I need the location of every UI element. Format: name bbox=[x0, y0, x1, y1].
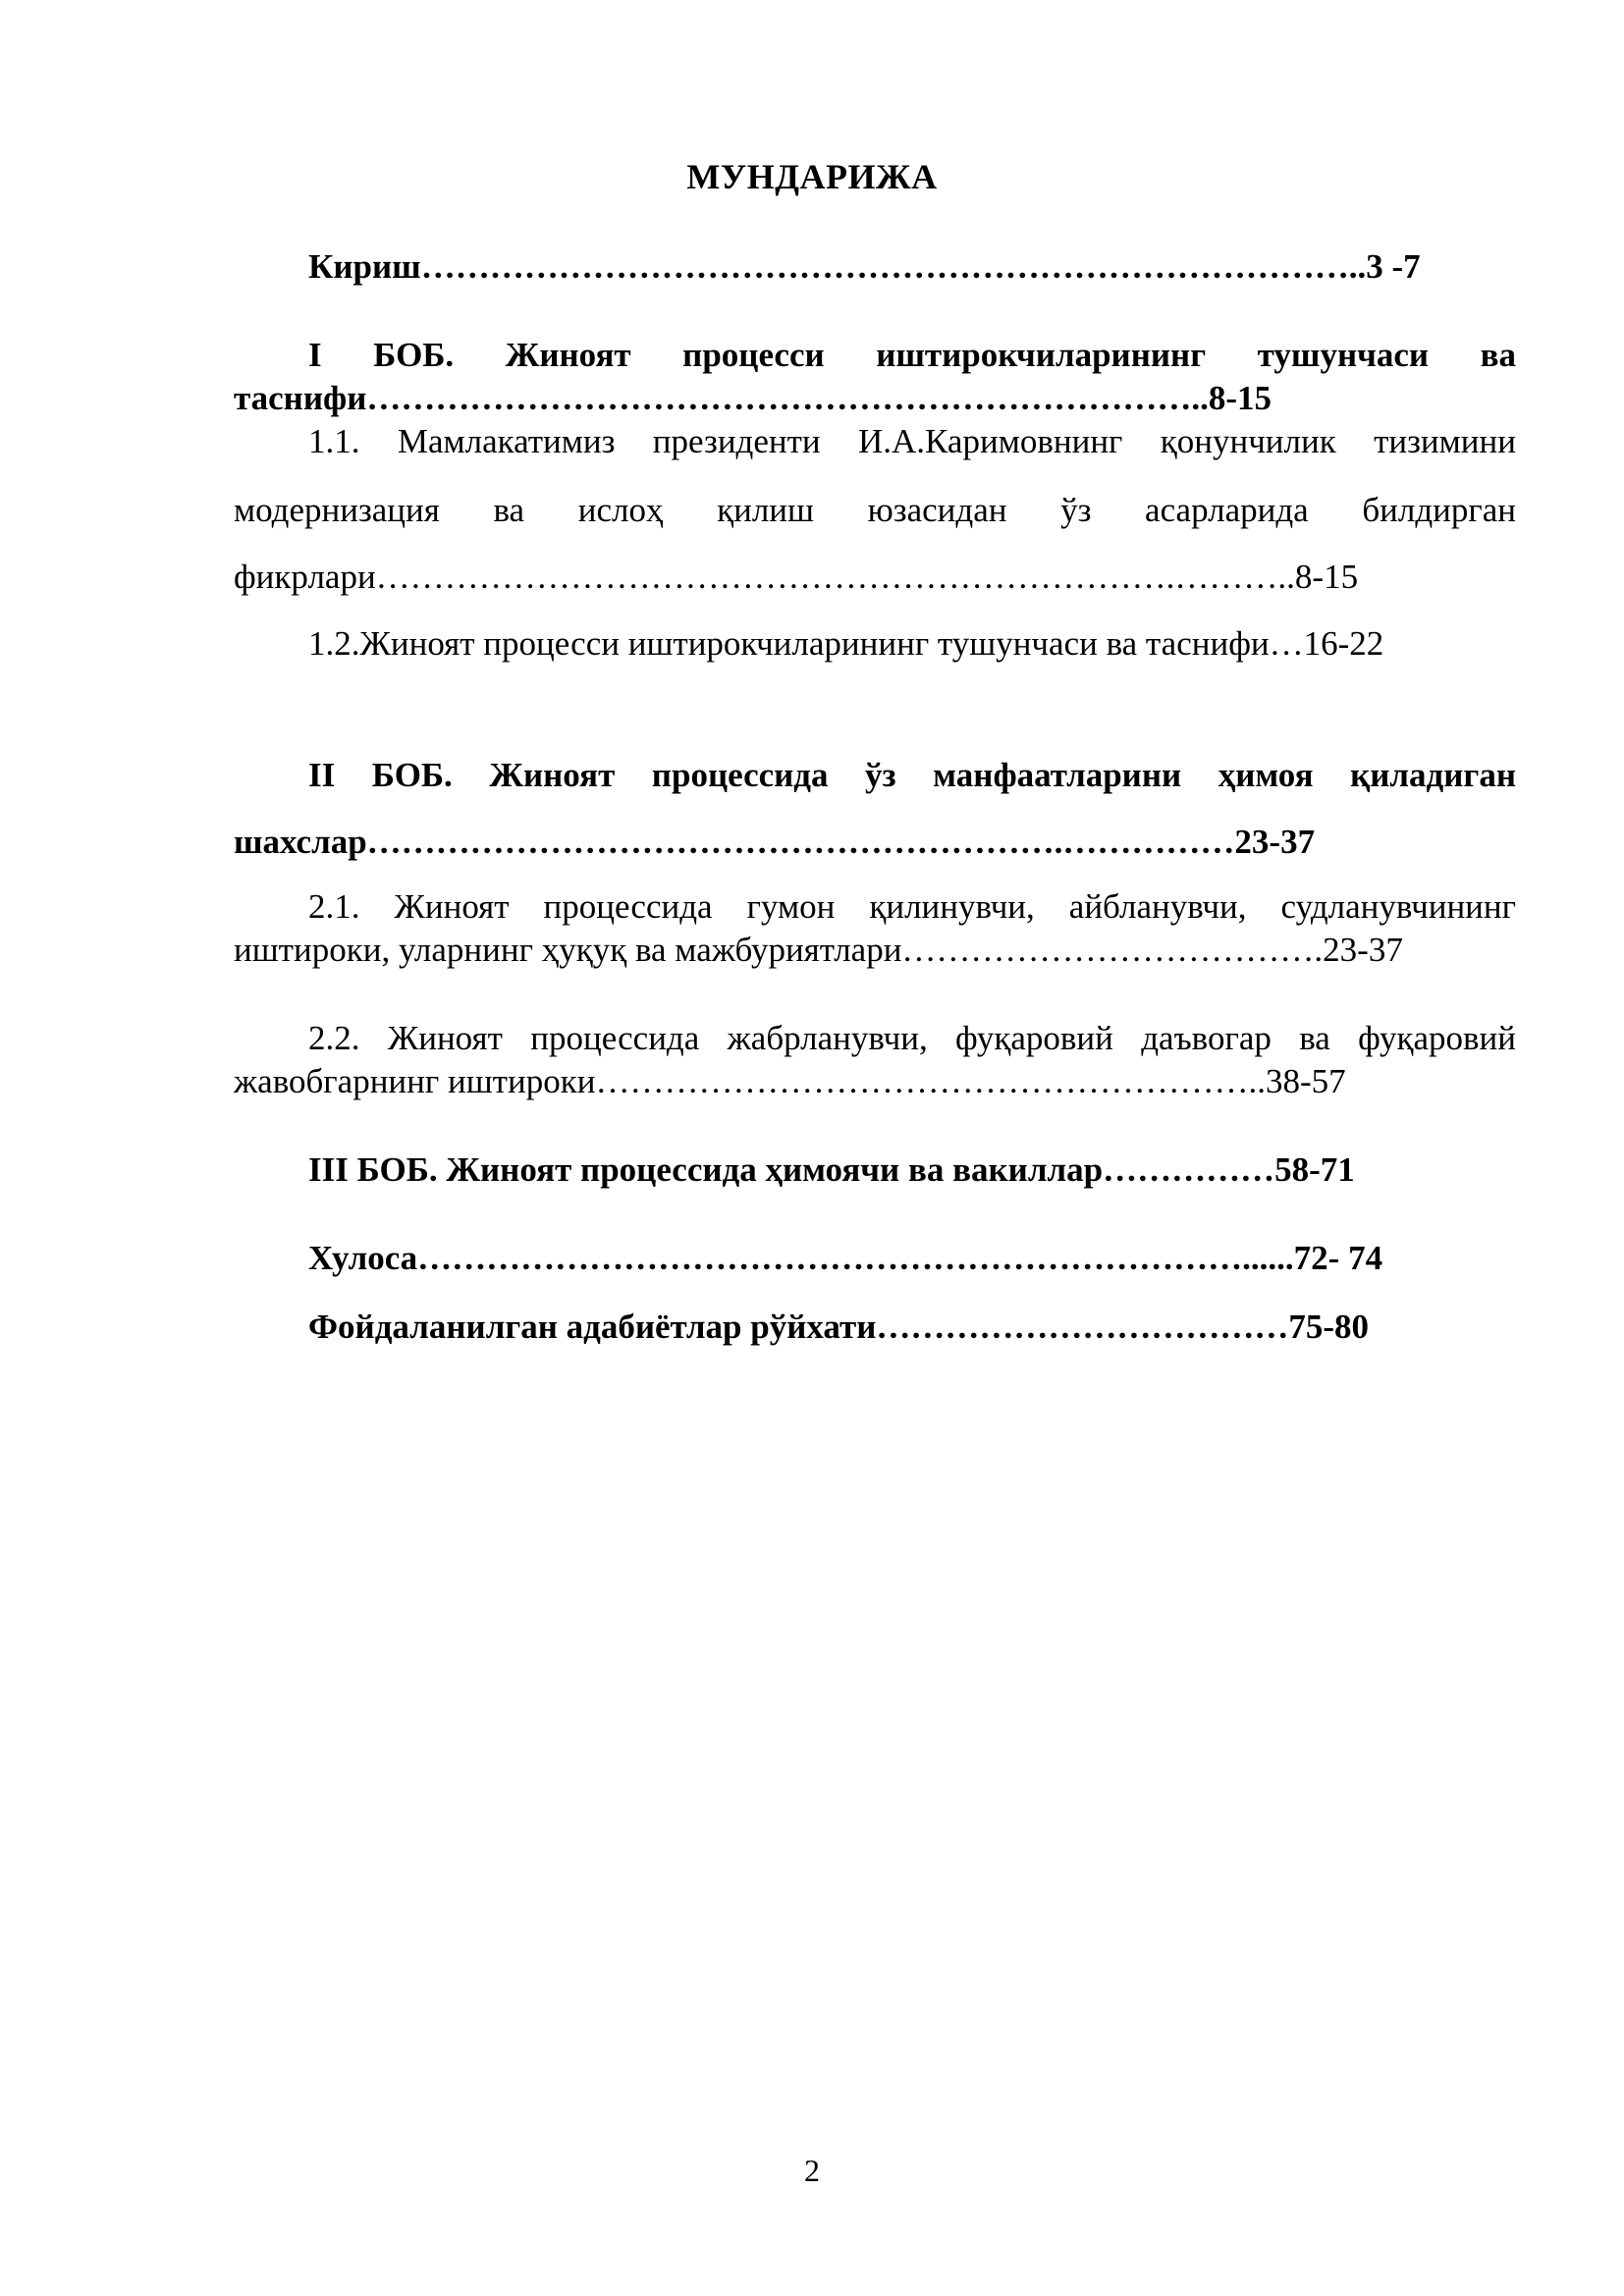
page-number: 2 bbox=[804, 2153, 820, 2188]
page-title: МУНДАРИЖА bbox=[686, 157, 938, 196]
toc-chapter-3: III БОБ. Жиноят процессида ҳимоячи ва вакиллар……………58-71 bbox=[308, 1150, 1355, 1189]
toc-entry-conclusion: Хулоса………………………………………………………………......72- 74 bbox=[308, 1239, 1383, 1277]
toc-chapter-1-line-1 bbox=[308, 334, 1516, 377]
toc-section-1-2: 1.2.Жиноят процесси иштирокчиларининг тушунчаси ва таснифи…16-22 bbox=[308, 624, 1384, 663]
toc-section-1-1-line-2: модернизация ва ислоҳ қилиш юзасидан ўз асарларида билдирган bbox=[234, 491, 1516, 529]
toc-chapter-1-line-2: таснифи………………………………………………………………..8-15 bbox=[234, 379, 1272, 417]
toc-section-1-1-line-3: фикрлари…………………………………………………………….………..8-15 bbox=[234, 558, 1359, 596]
toc-entry-intro: Кириш………………………………………………………………………..3 -7 bbox=[308, 247, 1421, 286]
toc-entry-references: Фойдаланилган адабиётлар рўйхати………………………………75-80 bbox=[308, 1308, 1370, 1346]
toc-section-2-2-line-2: жавобгарнинг иштироки…………………………………………………..38-57 bbox=[234, 1062, 1346, 1100]
toc-section-2-2-line-1: 2.2. Жиноят процессида жабрланувчи, фуқаровий даъвогар ва фуқаровий bbox=[308, 1019, 1516, 1057]
toc-section-2-1-line-1: 2.1. Жиноят процессида гумон қилинувчи, айбланувчи, судланувчининг bbox=[308, 887, 1516, 926]
toc-section-2-1-line-2: иштироки, уларнинг ҳуқуқ ва мажбуриятлари……………………………….23-37 bbox=[234, 931, 1403, 969]
toc-chapter-2-line-1: II БОБ. Жиноят процессида ўз манфаатларини ҳимоя қиладиган bbox=[308, 756, 1516, 794]
toc-chapter-1-heading: I БОБ. Жиноят процесси иштирокчиларининг тушунчаси ва bbox=[308, 336, 1516, 374]
toc-section-1-1-line-1: 1.1. Мамлакатимиз президенти И.А.Каримовнинг қонунчилик тизимини bbox=[308, 422, 1516, 460]
toc-chapter-2-line-2: шахслар…………………………………………………….……………23-37 bbox=[234, 823, 1316, 861]
